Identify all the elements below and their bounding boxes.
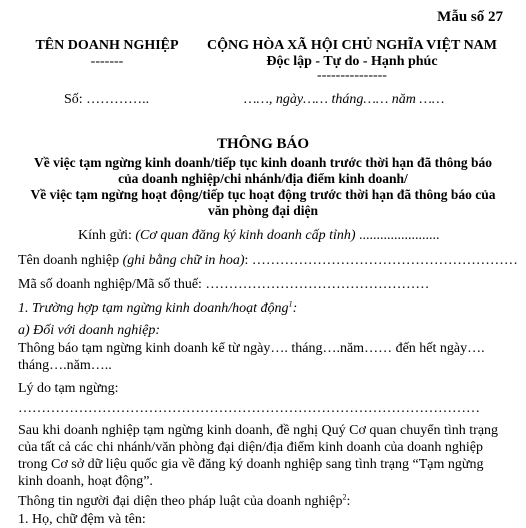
paragraph-line-1: Sau khi doanh nghiệp tạm ngừng kinh doanh, đề nghị Quý Cơ quan chuyển tình trạng [18, 423, 499, 438]
representative-info-end: : [346, 494, 351, 509]
document-title: THÔNG BÁO [216, 136, 310, 152]
subsection-a: a) Đối với doanh nghiệp: [18, 323, 161, 338]
company-name-label: Tên doanh nghiệp [18, 253, 123, 268]
section-1-heading-text: 1. Trường hợp tạm ngừng kinh doanh/hoạt động [18, 301, 289, 316]
company-name-header: TÊN DOANH NGHIỆP [35, 38, 179, 53]
paragraph-line-4: kinh doanh, hoạt động”. [18, 474, 153, 489]
company-dashes: ------- [90, 54, 124, 69]
recipient-value: (Cơ quan đăng ký kinh doanh cấp tỉnh) [135, 228, 356, 243]
item-1-full-name: 1. Họ, chữ đệm và tên: [18, 512, 146, 527]
reason-label: Lý do tạm ngừng: [18, 381, 119, 396]
subtitle-line-4: văn phòng đại diện [208, 203, 318, 218]
subtitle-line-3: Về việc tạm ngừng hoạt động/tiếp tục hoạt động trước thời hạn đã thông báo của [30, 187, 496, 202]
recipient-line [78, 228, 440, 244]
company-name-dots: : ………………………………………………… [244, 253, 518, 268]
footnote-1: 1 [288, 299, 293, 309]
date-line: ……, ngày…… tháng…… năm …… [244, 92, 445, 107]
motto: Độc lập - Tự do - Hạnh phúc [266, 54, 438, 69]
motto-dashes: --------------- [317, 68, 387, 83]
country-name: CỘNG HÒA XÃ HỘI CHỦ NGHĨA VIỆT NAM [206, 38, 497, 53]
section-1-heading-end: : [292, 301, 298, 316]
footnote-2: 2 [342, 492, 347, 502]
form-number: Mẫu số 27 [437, 9, 503, 25]
company-name-field [18, 252, 518, 269]
recipient-dots: ....................... [355, 228, 440, 243]
paragraph-line-2: của tất cả các chi nhánh/văn phòng đại diện/địa điểm kinh doanh của doanh nghiệp [18, 440, 483, 455]
company-name-hint: (ghi bằng chữ in hoa) [122, 253, 245, 268]
subtitle-line-2: của doanh nghiệp/chi nhánh/địa điểm kinh doanh/ [118, 171, 408, 186]
recipient-label: Kính gửi: [78, 228, 136, 243]
reason-dots: ……………………………………………………………………………………… [18, 401, 480, 416]
paragraph-line-3: trong Cơ sở dữ liệu quốc gia về đăng ký doanh nghiệp sang tình trạng “Tạm ngừng [18, 457, 484, 472]
tax-code-field: Mã số doanh nghiệp/Mã số thuế: ………………………………………… [18, 277, 430, 292]
representative-info-text: Thông tin người đại diện theo pháp luật của doanh nghiệp [18, 494, 343, 509]
suspension-notice-line-1: Thông báo tạm ngừng kinh doanh kể từ ngày…. tháng….năm…… đến hết ngày…. [18, 341, 485, 356]
representative-info [18, 493, 350, 510]
section-1-heading [18, 300, 297, 317]
document-number: Số: ………….. [64, 92, 150, 107]
subtitle-line-1: Về việc tạm ngừng kinh doanh/tiếp tục kinh doanh trước thời hạn đã thông báo [33, 155, 492, 170]
suspension-notice-line-2: tháng….năm….. [18, 358, 112, 373]
